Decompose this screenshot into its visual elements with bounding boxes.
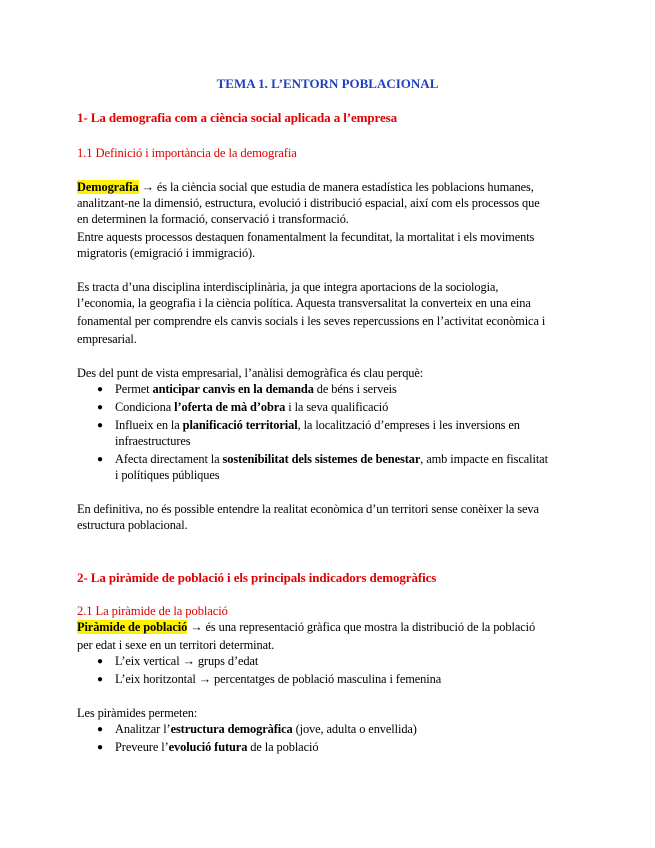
paragraph-line: per edat i sexe en un territori determinat. — [77, 638, 275, 652]
paragraph-line: Des del punt de vista empresarial, l’anàlisi demogràfica és clau perquè: — [77, 366, 424, 380]
subsection-2-1-heading: 2.1 La piràmide de la població — [77, 604, 228, 618]
paragraph-line: estructura poblacional. — [77, 518, 188, 532]
bullet-icon: ● — [97, 420, 104, 431]
paragraph-line: En definitiva, no és possible entendre la realitat econòmica d’un territori sense conèixer la seva — [77, 502, 539, 516]
paragraph-line: Les piràmides permeten: — [77, 706, 198, 720]
demografia-definition-line-1: Demografia → és la ciència social que estudia de manera estadística les poblacions humanes, — [77, 180, 534, 194]
highlighted-term-demografia: Demografia — [77, 180, 139, 194]
highlighted-term-piramide: Piràmide de població — [77, 620, 188, 634]
list-item: Condiciona l’oferta de mà d’obra i la seva qualificació — [115, 400, 389, 414]
section-2-heading: 2- La piràmide de població i els principals indicadors demogràfics — [77, 570, 437, 585]
subsection-1-1-heading: 1.1 Definició i importància de la demografia — [77, 146, 297, 160]
paragraph-line: Es tracta d’una disciplina interdisciplinària, ja que integra aportacions de la sociologia, — [77, 280, 499, 294]
bullet-icon: ● — [97, 454, 104, 465]
list-item: Preveure l’evolució futura de la població — [115, 740, 319, 754]
piramide-definition-line-1: Piràmide de població → és una representació gràfica que mostra la distribució de la població — [77, 620, 536, 634]
list-item: L’eix horitzontal → percentatges de població masculina i femenina — [115, 672, 442, 686]
paragraph-line: fonamental per comprendre els canvis socials i les seves repercussions en l’activitat econòmica i — [77, 314, 546, 328]
list-item: Afecta directament la sostenibilitat dels sistemes de benestar, amb impacte en fiscalitat — [115, 452, 548, 466]
list-item-continuation: i polítiques públiques — [115, 468, 220, 482]
section-1-heading: 1- La demografia com a ciència social aplicada a l’empresa — [77, 110, 397, 125]
paragraph-line: Entre aquests processos destaquen fonamentalment la fecunditat, la mortalitat i els moviments — [77, 230, 535, 244]
paragraph-line: empresarial. — [77, 332, 137, 346]
document-title: TEMA 1. L’ENTORN POBLACIONAL — [216, 76, 439, 91]
paragraph-line: analitzant-ne la dimensió, estructura, evolució i distribució espacial, així com els processos que — [77, 196, 540, 210]
bullet-icon: ● — [97, 384, 104, 395]
paragraph-line: l’economia, la geografia i la ciència política. Aquesta transversalitat la converteix en una eina — [77, 296, 531, 310]
bullet-icon: ● — [97, 656, 104, 667]
paragraph-line: migratoris (emigració i immigració). — [77, 246, 256, 260]
paragraph-line: en determinen la formació, conservació i transformació. — [77, 212, 349, 226]
list-item: Permet anticipar canvis en la demanda de béns i serveis — [115, 382, 397, 396]
list-item: L’eix vertical → grups d’edat — [115, 654, 259, 668]
bullet-icon: ● — [97, 742, 104, 753]
bullet-icon: ● — [97, 402, 104, 413]
bullet-icon: ● — [97, 724, 104, 735]
list-item-continuation: infraestructures — [115, 434, 191, 448]
list-item: Influeix en la planificació territorial, la localització d’empreses i les inversions en — [115, 418, 520, 432]
list-item: Analitzar l’estructura demogràfica (jove, adulta o envellida) — [115, 722, 417, 736]
bullet-icon: ● — [97, 674, 104, 685]
